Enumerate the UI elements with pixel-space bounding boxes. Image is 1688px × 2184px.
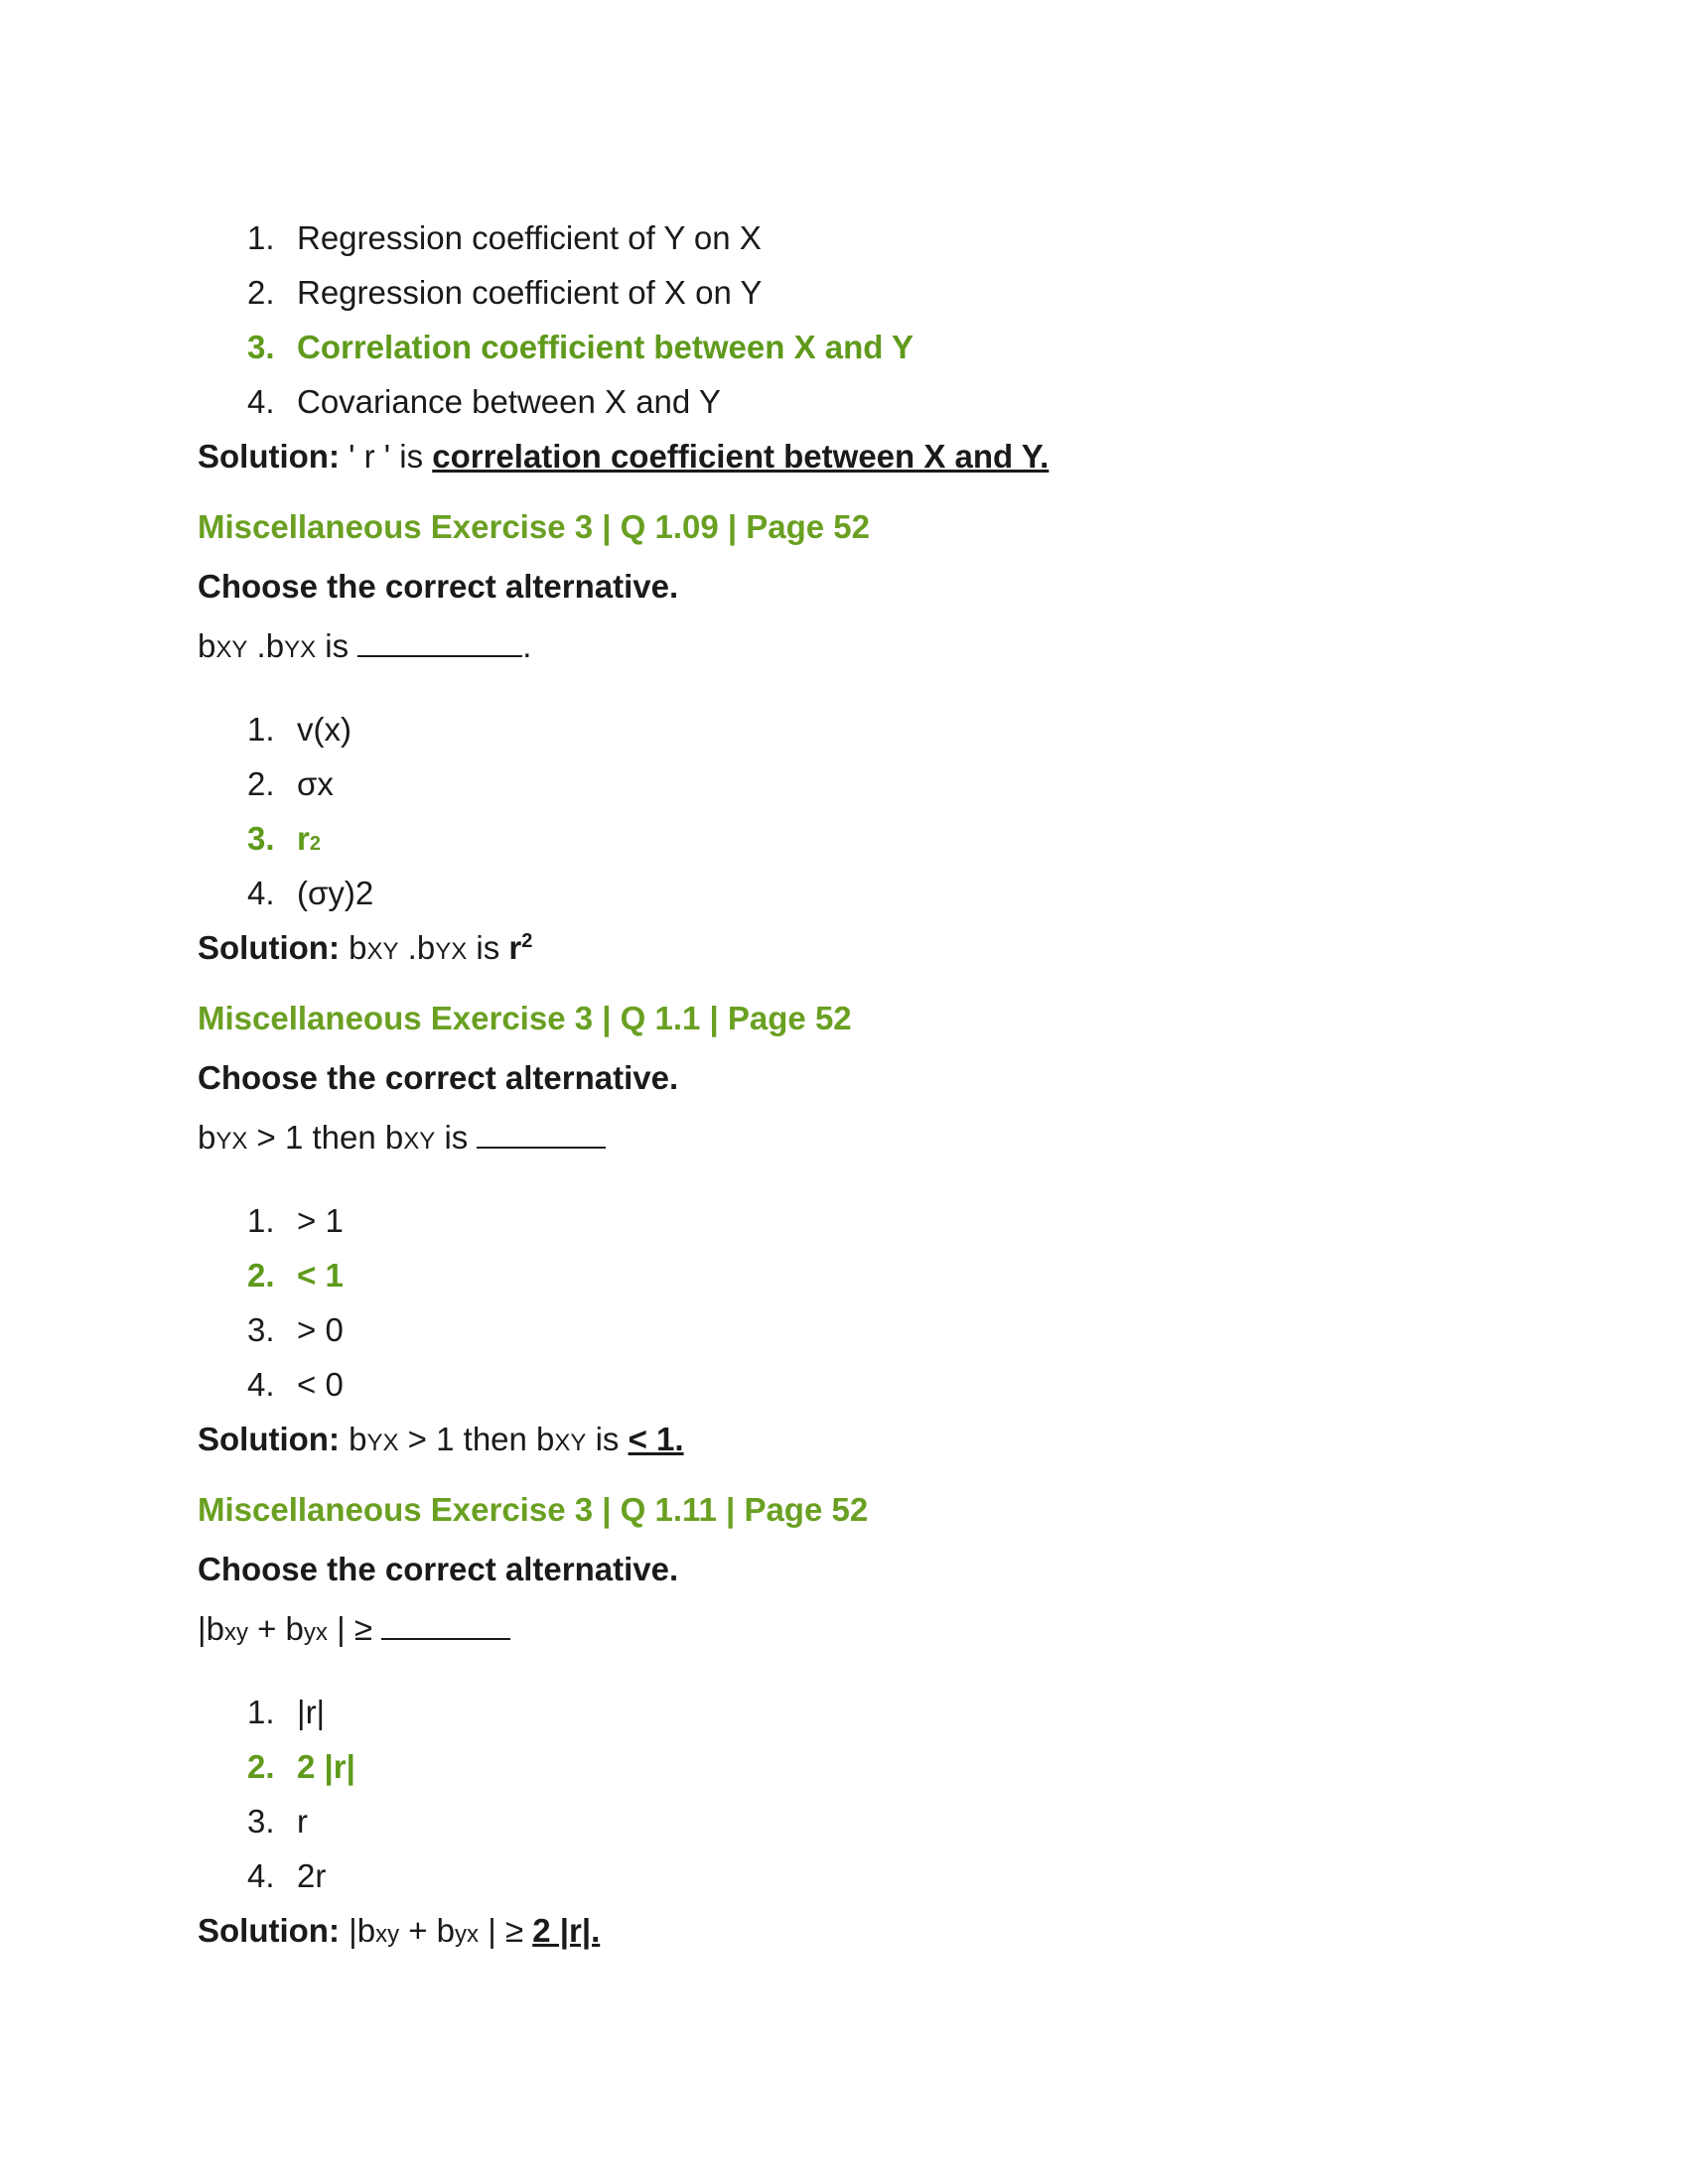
options-list <box>247 1685 1488 1903</box>
exercise-heading[interactable]: Miscellaneous Exercise 3 | Q 1.1 | Page 52 <box>198 1000 852 1036</box>
option-item <box>247 1685 1488 1739</box>
option-text: 2r <box>297 1857 327 1894</box>
solution-line <box>198 1903 1488 1958</box>
solution-subscript: YX <box>435 938 468 965</box>
q-text: is <box>435 1119 478 1156</box>
option-item <box>247 756 1488 811</box>
option-item-correct <box>247 1248 1488 1302</box>
solution-text: is <box>586 1421 629 1457</box>
solution-text: b <box>339 1421 367 1457</box>
q-subscript: xy <box>223 1619 248 1646</box>
option-number: 3. <box>247 329 275 365</box>
solution-label: Solution: <box>198 1912 340 1949</box>
q-subscript: XY <box>215 636 248 663</box>
option-number: 3. <box>247 1311 275 1348</box>
answer-blank <box>477 1117 606 1149</box>
options-list <box>247 1193 1488 1412</box>
solution-text: |b <box>339 1912 376 1949</box>
question-text <box>198 1607 1488 1655</box>
solution-subscript: xy <box>375 1921 400 1948</box>
option-number: 3. <box>247 1803 275 1840</box>
answer-blank <box>357 625 522 657</box>
option-item <box>247 866 1488 920</box>
solution-answer: correlation coefficient between X and Y. <box>432 438 1050 475</box>
solution-text: + b <box>399 1912 456 1949</box>
option-number: 4. <box>247 1857 275 1894</box>
instruction: Choose the correct alternative. <box>198 568 679 605</box>
option-number: 3. <box>247 820 275 857</box>
option-item-correct <box>247 320 1488 374</box>
option-text: 2 |r| <box>297 1748 355 1785</box>
option-text: Regression coefficient of X on Y <box>297 274 763 311</box>
option-number: 2. <box>247 1257 275 1294</box>
page-content <box>198 210 1488 1958</box>
option-text: Covariance between X and Y <box>297 383 721 420</box>
q-subscript: yx <box>303 1619 328 1646</box>
option-text: |r| <box>297 1694 326 1730</box>
solution-text: is <box>467 929 509 966</box>
exercise-heading[interactable]: Miscellaneous Exercise 3 | Q 1.11 | Page 52 <box>198 1491 869 1528</box>
option-text: < 0 <box>297 1366 344 1403</box>
solution-answer: 2 |r|. <box>532 1912 601 1949</box>
q-text: + b <box>247 1610 304 1647</box>
solution-subscript: YX <box>366 1430 399 1456</box>
option-number: 4. <box>247 1366 275 1403</box>
option-item <box>247 1193 1488 1248</box>
solution-answer: < 1. <box>628 1421 684 1457</box>
q-text: .b <box>247 627 285 664</box>
q-text: | ≥ <box>327 1610 382 1647</box>
solution-subscript: XY <box>554 1430 587 1456</box>
question-text <box>198 1116 1488 1163</box>
answer-blank <box>381 1608 510 1640</box>
solution-text: ' r ' is <box>339 438 433 475</box>
option-number: 4. <box>247 383 275 420</box>
option-item <box>247 210 1488 265</box>
option-item <box>247 265 1488 320</box>
option-text: v(x) <box>297 711 352 748</box>
q-subscript: XY <box>403 1128 436 1155</box>
instruction: Choose the correct alternative. <box>198 1551 679 1587</box>
option-number: 1. <box>247 219 275 256</box>
q-subscript: YX <box>284 636 317 663</box>
solution-text: b <box>339 929 367 966</box>
option-number: 2. <box>247 1748 275 1785</box>
solution-text: > 1 then b <box>398 1421 555 1457</box>
option-text: Correlation coefficient between X and Y <box>297 329 914 365</box>
option-item <box>247 374 1488 429</box>
option-item <box>247 702 1488 756</box>
option-number: 2. <box>247 765 275 802</box>
solution-label: Solution: <box>198 929 340 966</box>
solution-text: | ≥ <box>479 1912 533 1949</box>
q-subscript: YX <box>215 1128 248 1155</box>
option-text: > 0 <box>297 1311 344 1348</box>
option-item-correct <box>247 1739 1488 1794</box>
option-item <box>247 1302 1488 1357</box>
solution-superscript: 2 <box>521 930 533 952</box>
option-item <box>247 1357 1488 1412</box>
option-text: Regression coefficient of Y on X <box>297 219 762 256</box>
solution-line <box>198 429 1488 483</box>
option-text: > 1 <box>297 1202 344 1239</box>
q-text: b <box>198 1119 216 1156</box>
question-text <box>198 624 1488 672</box>
solution-label: Solution: <box>198 438 340 475</box>
option-item <box>247 1794 1488 1848</box>
option-item <box>247 1848 1488 1903</box>
option-item-correct: 3. r 2 <box>247 811 1488 866</box>
option-text: σx <box>297 765 334 802</box>
q-text: > 1 then b <box>247 1119 404 1156</box>
option-number: 1. <box>247 1694 275 1730</box>
option-number: 2. <box>247 274 275 311</box>
option-text: (σy)2 <box>297 875 374 911</box>
exercise-heading[interactable]: Miscellaneous Exercise 3 | Q 1.09 | Page 52 <box>198 508 871 545</box>
solution-label: Solution: <box>198 1421 340 1457</box>
options-list <box>247 210 1488 429</box>
q-text: b <box>198 627 216 664</box>
solution-subscript: yx <box>455 1921 480 1948</box>
instruction: Choose the correct alternative. <box>198 1059 679 1096</box>
option-text: < 1 <box>297 1257 344 1294</box>
option-text: r <box>297 820 310 857</box>
q-text: |b <box>198 1610 224 1647</box>
option-number: 4. <box>247 875 275 911</box>
option-number: 1. <box>247 1202 275 1239</box>
solution-subscript: XY <box>366 938 399 965</box>
solution-line <box>198 1412 1488 1466</box>
solution-text: .b <box>398 929 436 966</box>
solution-line <box>198 920 1488 975</box>
options-list <box>247 702 1488 920</box>
solution-answer: r <box>508 929 522 966</box>
q-text: is <box>316 627 358 664</box>
q-text: . <box>522 627 532 664</box>
option-number: 1. <box>247 711 275 748</box>
option-text: r <box>297 1803 308 1840</box>
